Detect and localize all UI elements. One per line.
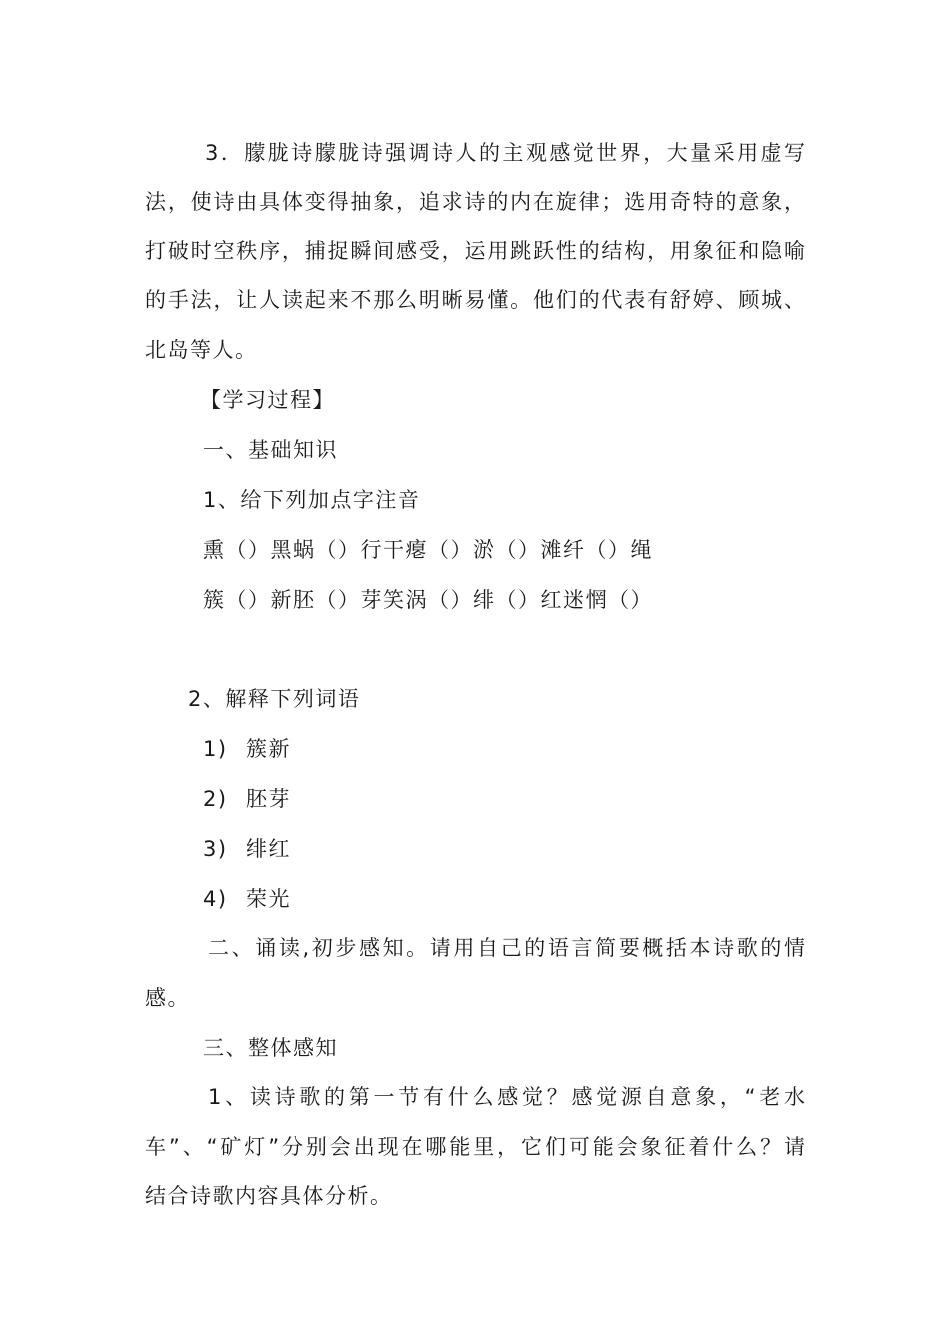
term-word: 簇新 bbox=[246, 737, 291, 761]
part-three-q1-line-2: 车”、“矿灯”分别会出现在哪能里，它们可能会象征着什么？请 bbox=[145, 1135, 805, 1159]
term-number: 4) bbox=[203, 887, 228, 911]
part-two-line-2: 感。 bbox=[145, 986, 190, 1010]
q1-line-1: 熏（）黑蜗（）行干瘪（）淤（）滩纤（）绳 bbox=[203, 538, 653, 562]
part-one-title: 一、基础知识 bbox=[203, 438, 338, 462]
term-word: 胚芽 bbox=[246, 787, 291, 811]
section-heading: 【学习过程】 bbox=[200, 388, 335, 412]
part-three-q1-line-3: 结合诗歌内容具体分析。 bbox=[145, 1184, 393, 1208]
term-number: 3) bbox=[203, 837, 228, 861]
q1-title: 1、给下列加点字注音 bbox=[203, 488, 421, 512]
intro-line-4: 的手法，让人读起来不那么明晰易懂。他们的代表有舒婷、顾城、 bbox=[145, 288, 805, 312]
intro-line-5: 北岛等人。 bbox=[145, 338, 258, 362]
term-word: 荣光 bbox=[246, 887, 291, 911]
part-three-q1-line-1: 1、读诗歌的第一节有什么感觉？感觉源自意象，“老水 bbox=[208, 1085, 805, 1109]
q2-title: 2、解释下列词语 bbox=[188, 687, 361, 711]
part-three-title: 三、整体感知 bbox=[203, 1036, 338, 1060]
term-word: 绯红 bbox=[246, 837, 291, 861]
term-number: 1) bbox=[203, 737, 228, 761]
intro-line-1: 3．朦胧诗朦胧诗强调诗人的主观感觉世界，大量采用虚写 bbox=[205, 141, 805, 165]
part-two-line-1: 二、诵读,初步感知。请用自己的语言简要概括本诗歌的情 bbox=[208, 936, 805, 960]
q1-line-2: 簇（）新胚（）芽笑涡（）绯（）红迷惘（） bbox=[203, 588, 653, 612]
intro-line-2: 法，使诗由具体变得抽象，追求诗的内在旋律；选用奇特的意象， bbox=[145, 190, 805, 214]
intro-line-3: 打破时空秩序，捕捉瞬间感受，运用跳跃性的结构，用象征和隐喻 bbox=[145, 239, 805, 263]
term-number: 2) bbox=[203, 787, 228, 811]
